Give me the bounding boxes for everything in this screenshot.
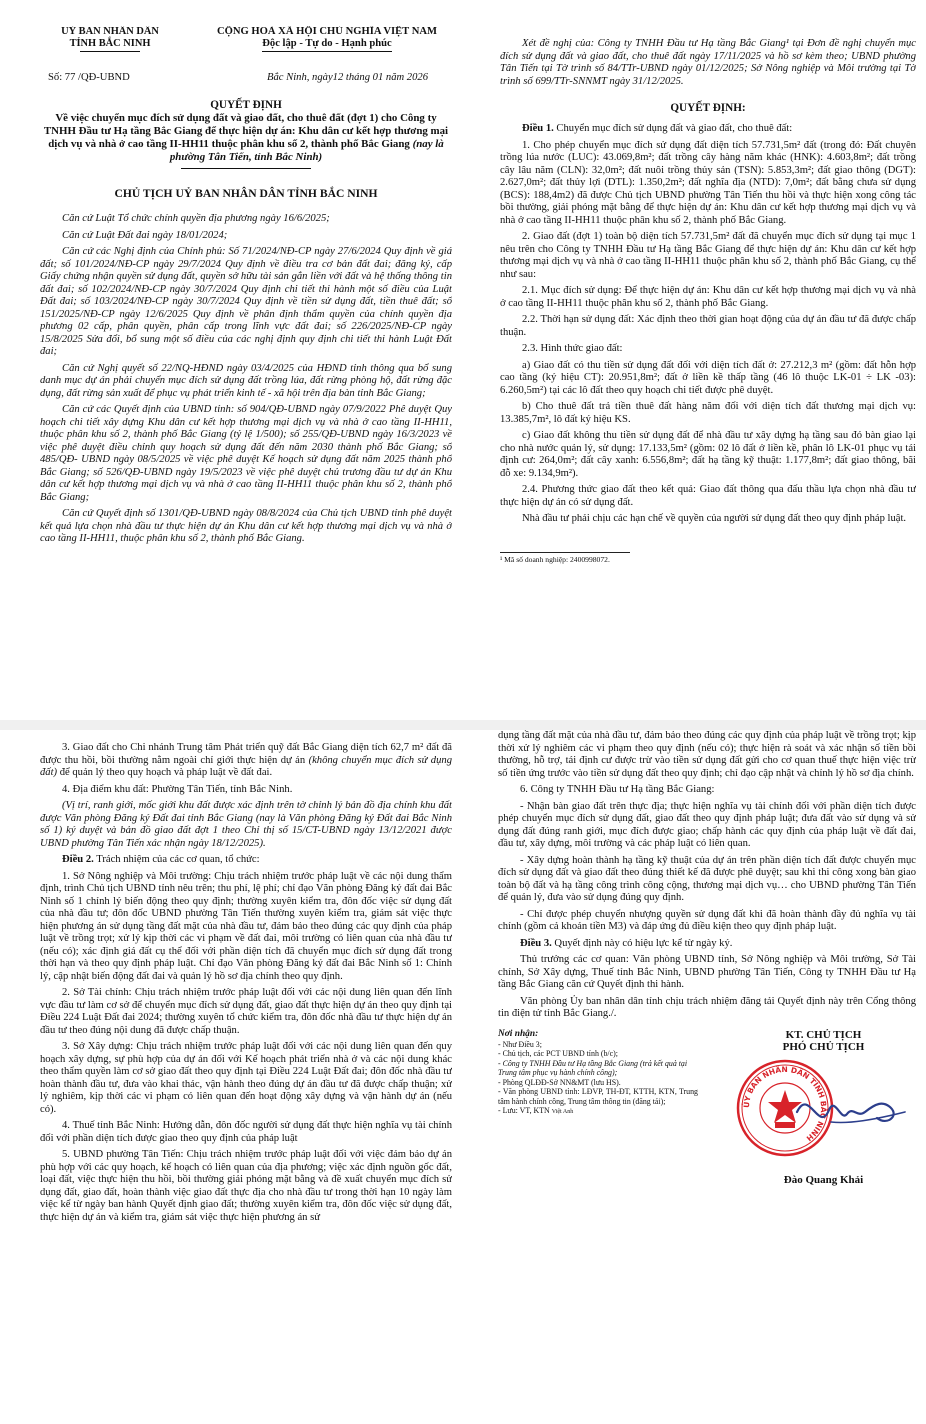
recipient-3: - Công ty TNHH Đầu tư Hạ tầng Bắc Giang (trả kết quả tại Trung tâm phục vụ hành chính công); — [498, 1058, 688, 1078]
agency-line-1: UỶ BAN NHÂN DÂN — [61, 26, 159, 37]
article-1-clause-1: 1. Cho phép chuyển mục đích sử dụng đất diện tích 57.731,5m² đất (trong đó: Đất chuyên trồng lúa nước (LUC): 43.069,8m²; đất trồng cây hàng năm khác (HNK): 4.603,8m²; đất trồng cây lâu năm (CLN): 32,0m²; đất nuôi trồng thủy sản (TSN): 5.853,3m²; đất giao thông (DGT): 2.627,0m²; đất thủy lợi (DTL): 1.350,2m²; đất nghĩa địa (NTD): 7,0m²; đất bằng chưa sử dụng (BCS): 188,4m2) đã được Chủ tịch UBND phường Tân Tiến thu hồi và thực hiện xong công tác bồi thường, giải phóng mặt bằng để thực hiện dự án: Khu dân cư kết hợp thương mại dịch vụ và nhà ở cao tầng II-HH11 thuộc phân khu số 2, thành phố Bắc Giang. — [500, 139, 916, 226]
article-1-clause-2-4: 2.4. Phương thức giao đất theo kết quả: Giao đất thông qua đấu thầu lựa chọn nhà đầu tư thực hiện dự án có sử dụng đất. — [500, 484, 916, 508]
issuing-agency — [40, 26, 180, 52]
publication-clause: Văn phòng Ủy ban nhân dân tỉnh chịu trách nhiệm đăng tải Quyết định này trên Cổng thông tin điện tử tỉnh Bắc Giang./. — [498, 995, 916, 1019]
responsibility-2: 2. Sở Tài chính: Chịu trách nhiệm trước pháp luật đối với các nội dung liên quan đến lĩnh vực đầu tư làm cơ sở để chuyển mục đích sử dụng đất, giao đất thực hiện dự án theo quy định tại Điều 224 Luật Đất đai 2024; thường xuyên tổ chức kiểm tra, đôn đốc nhà đầu tư thực hiện dự án đầu tư theo đúng nội dung đã được chấp thuận. — [40, 987, 452, 1036]
article-2 — [40, 854, 452, 867]
responsibility-6-c: - Chỉ được phép chuyển nhượng quyền sử dụng đất khi đã hoàn thành đầy đủ nghĩa vụ tài chính (gồm cả khoản tiền M3) và đáp ứng đủ điều kiện theo quy định pháp luật. — [498, 908, 916, 932]
execution-clause: Thủ trưởng các cơ quan: Văn phòng UBND tỉnh, Sở Nông nghiệp và Môi trường, Sở Tài chính, Sở Xây dựng, Thuế tỉnh Bắc Ninh, UBND phường Tân Tiến, Công ty TNHH Đầu tư Hạ tầng Bắc Giang căn cứ Quyết định thi hành. — [498, 954, 916, 990]
clause-4-note: (Vị trí, ranh giới, mốc giới khu đất được xác định trên tờ chỉnh lý bản đồ địa chính khu đất được Văn phòng Đăng ký Đất đai tỉnh Bắc Giang (nay là Văn phòng Đăng ký Đất đai Bắc Ninh số 1) ký duyệt và bản đồ giao đất đợt 1 theo Chỉ thị số 15/CT-UBND ngày 13/12/2021 được UBND phường Tân Tiến xác nhận ngày 18/12/2025). — [40, 800, 452, 849]
responsibility-6-b: - Xây dựng hoàn thành hạ tầng kỹ thuật của dự án trên phần diện tích đất được chuyển mục đích sử dụng đất và giao đất theo đúng thiết kế đã được phê duyệt; sau khi thi công xong bàn giao toàn bộ đất và hạ tầng công trình công cộng, thương mại dịch vụ… cho UBND phường Tân Tiến để quản lý, đưa vào sử dụng đúng quy định. — [498, 854, 916, 903]
document-page-2 — [0, 730, 926, 1424]
drafter-initials: Việt Anh — [551, 1109, 574, 1116]
agency-underline — [80, 51, 140, 52]
document-number: Số: 77 /QĐ-UBND — [48, 72, 130, 84]
responsibility-5: 5. UBND phường Tân Tiến: Chịu trách nhiệm trước pháp luật đối với việc đảm bảo dự án phù hợp với các quy hoạch, kế hoạch có liên quan của địa phương; việc xác định nguồn gốc đất, loại đất, việc thực hiện thu hồi, bồi thường giải phóng mặt bằng và đề xuất chuyển mục đích sử dụng đất, giao đất, hoàn thành việc giao đất thực địa cho nhà đầu tư trong thời hạn 10 ngày làm việc kể từ ngày ban hành Quyết định giao đất; thường xuyên kiểm tra, đôn đốc việc sử dụng đất, thực hiện dự án và kiểm tra, giám sát việc thực hiện phương án sử — [40, 1149, 452, 1223]
article-1-clause-4: 4. Địa điểm khu đất: Phường Tân Tiến, tỉnh Bắc Ninh. — [62, 783, 293, 795]
authority-heading: CHỦ TỊCH UỶ BAN NHÂN DÂN TỈNH BẮC NINH — [114, 187, 378, 201]
article-1-clause-2-3-c: c) Giao đất không thu tiền sử dụng đất để nhà đầu tư xây dựng hạ tầng sau đó bàn giao lại cho nhà nước quản lý, sử dụng: 17.133,5m² (gồm: 02 lô đất ở liền kề, phân lô LK-01 phục vụ tái định cư: 264,0m²; đất cây xanh: 6.556,8m²; đất hạ tầng kỹ thuật: 1.177,8m²; đất giao thông, bãi đỗ xe: 9.134,9m²). — [500, 430, 916, 479]
article-1-clause-2-3-a: a) Giao đất có thu tiền sử dụng đất đối với diện tích đất ở: 27.212,3 m² (gồm: đất hỗn hợp cao tầng (ký hiệu CT): 20.951,8m²; đất ở liền kề thấp tầng (46 lô thuộc LK-01 ÷ LK -03): 6.260,5m²) tại các lô đất theo quy hoạch chi tiết được phê duyệt. — [500, 359, 916, 396]
article-1-restriction: Nhà đầu tư phải chịu các hạn chế về quyền của người sử dụng đất theo quy định pháp luật. — [522, 513, 907, 525]
document-date: Bắc Ninh, ngày12 tháng 01 năm 2026 — [267, 72, 428, 84]
clause-3-end: để quản lý theo quy hoạch và pháp luật về đất đai. — [57, 767, 273, 778]
legal-basis-3: Căn cứ các Nghị định của Chính phủ: Số 71/2024/NĐ-CP ngày 27/6/2024 Quy định về giá đất; số 101/2024/NĐ-CP ngày 29/7/2024 Quy định về điều tra cơ bản đất đai; đăng ký, cấp Giấy chứng nhận quyền sử dụng đất, quyền sở hữu tài sản gắn liền với đất và hệ thống thông tin đất đai; số 102/2024/NĐ-CP ngày 30/7/2024 Quy định chi tiết thi hành một số điều của Luật Đất đai; số 103/2024/NĐ-CP ngày 30/7/2024 Quy định về tiền sử dụng đất, tiền thuê đất; số 151/2025/NĐ-CP ngày 12/6/2025 Quy định về phân định thẩm quyền của chính quyền địa phương 02 cấp, phân quyền, phân cấp trong lĩnh vực đất đai; số 226/2025/NĐ-CP ngày 15/8/2025 Sửa đổi, bổ sung một số điều của các nghị định quy định chi tiết thi hành Luật Đất đai; — [40, 246, 452, 358]
recipient-4: - Phòng QLĐĐ-Sở NN&MT (lưu HS). — [498, 1077, 621, 1087]
national-motto — [202, 26, 452, 52]
agency-line-2: TỈNH BẮC NINH — [69, 37, 151, 49]
article-3-title: Điều 3. — [520, 937, 552, 949]
article-1-clause-3 — [40, 742, 452, 780]
responsibility-6-a: - Nhận bàn giao đất trên thực địa; thực hiện nghĩa vụ tài chính đối với phần diện tích được phép chuyển mục đích sử dụng đất, giao đất theo quy định pháp luật; đưa đất vào sử dụng và sử dụng đất đúng ranh giới, mục đích được giao; chấp hành các quy định của pháp luật về đất đai, đầu tư, xây dựng, môi trường và các pháp luật có liên quan. — [498, 800, 916, 849]
considering-paragraph: Xét đề nghị của: Công ty TNHH Đầu tư Hạ tầng Bắc Giang¹ tại Đơn đề nghị chuyển mục đích sử dụng đất và giao đất, cho thuê đất ngày 17/11/2025 và hồ sơ kèm theo; UBND phường Tân Tiến tại Tờ trình số 84/TTr-UBND ngày 01/12/2025; Sở Nông nghiệp và Môi trường tại Tờ trình số 699/TTr-SNNMT ngày 31/12/2025. — [500, 38, 916, 87]
title-divider — [181, 168, 311, 169]
legal-basis-5: Căn cứ các Quyết định của UBND tỉnh: số 904/QĐ-UBND ngày 07/9/2022 Phê duyệt Quy hoạch chi tiết xây dựng Khu dân cư kết hợp thương mại dịch vụ và nhà ở cao tầng II-HH11, thuộc phân khu số 2, thành phố Bắc Giang (tỷ lệ 1/500); số 255/QĐ-UBND ngày 16/3/2023 về việc phê duyệt điều chỉnh quy hoạch sử dụng đất đến năm 2030 thành phố Bắc Giang; số 485/QĐ- UBND ngày 08/5/2025 về việc phê duyệt Kế hoạch sử dụng đất năm 2025 thành phố Bắc Giang; số 526/QĐ-UBND ngày 19/5/2023 về việc phê duyệt chủ trương đầu tư dự án Khu dân cư kết hợp thương mại dịch vụ và nhà ở cao tầng II-HH11 thuộc phân khu số 2, thành phố Bắc Giang; — [40, 404, 452, 503]
document-header — [40, 26, 452, 52]
legal-basis-1: Căn cứ Luật Tổ chức chính quyền địa phương ngày 16/6/2025; — [62, 213, 330, 225]
nation-line-1: CỘNG HOÀ XÃ HỘI CHỦ NGHĨA VIỆT NAM — [216, 26, 438, 37]
handwritten-signature-icon — [791, 1082, 911, 1142]
signature-block — [731, 1029, 916, 1188]
recipient-6 — [498, 1106, 698, 1116]
decision-title: QUYẾT ĐỊNH — [210, 98, 282, 111]
recipient-1: - Như Điều 3; — [498, 1039, 542, 1049]
page1-left-column — [40, 26, 452, 716]
article-1 — [500, 123, 916, 136]
decision-heading: QUYẾT ĐỊNH: — [670, 102, 746, 114]
recipient-5: - Văn phòng UBND tỉnh: LĐVP, TH-ĐT, KTTH, KTN, Trung tâm hành chính công, Trung tâm thông tin (đăng tải); — [498, 1087, 698, 1106]
responsibility-1: 1. Sở Nông nghiệp và Môi trường: Chịu trách nhiệm trước pháp luật về các nội dung thẩm định, trình Chủ tịch UBND tỉnh nêu trên; thu phí, lệ phí; chỉ đạo Văn phòng Đăng ký đất đai Bắc Ninh số 1 chỉnh lý biến động theo quy định; thường xuyên kiểm tra, đôn đốc việc sử dụng đất của nhà đầu tư; đôn đốc UBND phường Tân Tiến thường xuyên kiểm tra, giám sát việc thực hiện phương án sử dụng tầng đất mặt của nhà đầu tư, đảm bảo theo đúng các quy định của pháp luật về trồng trọt; xử lý kịp thời các vi phạm về đất đai, môi trường có liên quan của nhà đầu tư (nếu có); xác định giá đất cụ thể đối với phần diện tích đã chuyển mục đích sử dụng đất trong thời hạn và theo quy định pháp luật. Chỉ đạo Văn phòng Đăng ký đất đai Bắc Ninh số 1: Chỉnh lý, cập nhật biến động đất đai và quản lý hồ sơ địa chính theo quy định. — [40, 870, 452, 982]
responsibility-3: 3. Sở Xây dựng: Chịu trách nhiệm trước pháp luật đối với các nội dung liên quan đến quy hoạch xây dựng, sự phù hợp của dự án đối với Kế hoạch phát triển nhà ở và các nội dung khác theo thẩm quyền làm cơ sở giao đất theo quy định tại Điều 224 Luật Đất đai; đôn đốc nhà đầu tư hoàn thành đầu tư, đưa vào khai thác, vận hành theo đúng dự án đầu tư đã được chấp thuận; xử lý nghiêm, kịp thời các vi phạm có liên quan đến hoạt động xây dựng và vận hành dự án (nếu có). — [40, 1041, 452, 1115]
article-1-clause-2-3-b: b) Cho thuê đất trả tiền thuê đất hàng năm đối với diện tích đất thương mại dịch vụ: 13.385,7m², lô đất ký hiệu KS. — [500, 401, 916, 425]
responsibility-4: 4. Thuế tỉnh Bắc Ninh: Hướng dẫn, đôn đốc người sử dụng đất thực hiện nghĩa vụ tài chính đối với phần diện tích được giao theo quy định của pháp luật — [40, 1120, 452, 1144]
sign-role-1: KT. CHỦ TỊCH — [785, 1028, 862, 1041]
closing-block — [498, 1029, 916, 1188]
sign-role-2: PHÓ CHỦ TỊCH — [782, 1041, 865, 1054]
footnote-divider — [500, 552, 630, 553]
responsibility-6: 6. Công ty TNHH Đầu tư Hạ tầng Bắc Giang: — [520, 784, 715, 795]
stamp-signature-area — [731, 1054, 916, 1174]
article-1-clause-2-3: 2.3. Hình thức giao đất: — [522, 343, 623, 355]
article-1-title: Điều 1. — [522, 123, 554, 135]
article-2-title: Điều 2. — [62, 854, 94, 865]
responsibility-5-continued: dụng tầng đất mặt của nhà đầu tư, đảm bảo theo đúng các quy định của pháp luật về trồng trọt; kịp thời xử lý nghiêm các vi phạm theo quy định (nếu có); thực hiện rà soát và xác nhận số tiền bồi thường, hỗ trợ, tái định cư được trừ vào tiền sử dụng đất gửi cho cơ quan thuế thực hiện việc trừ số tiền ứng trước vào tiền sử dụng đất theo quy định; chỉ đạo cập nhật và chỉnh lý hồ sơ địa chính. — [498, 730, 916, 779]
article-1-text: Chuyển mục đích sử dụng đất và giao đất, cho thuê đất: — [553, 123, 793, 135]
decision-subject-text: Về việc chuyển mục đích sử dụng đất và giao đất, cho thuê đất (đợt 1) cho Công ty TNHH Đầu tư Hạ tầng Bắc Giang để thực hiện dự án: Khu dân cư kết hợp thương mại dịch vụ và nhà ở cao tầng II-HH11 thuộc phân khu số 2, thành phố Bắc Giang — [43, 112, 449, 151]
page2-right-column — [498, 730, 916, 1420]
recipient-6-text: - Lưu: VT, KTN — [498, 1106, 550, 1116]
decision-subject-italic: (nay là phường Tân Tiến, tỉnh Bắc Ninh) — [169, 138, 444, 164]
legal-basis-4: Căn cứ Nghị quyết số 22/NQ-HĐND ngày 03/4/2025 của HĐND tỉnh thông qua bổ sung danh mục dự án phải chuyển mục đích sử dụng đất trồng lúa, đất rừng phòng hộ, đất rừng đặc dụng, đất rừng sản xuất để phục vụ phát triển kinh tế - xã hội trên địa bàn tỉnh Bắc Giang; — [40, 362, 452, 399]
recipients-title: Nơi nhận: — [498, 1028, 539, 1039]
recipients-list — [498, 1029, 698, 1188]
article-1-clause-2-1: 2.1. Mục đích sử dụng: Để thực hiện dự án: Khu dân cư kết hợp thương mại dịch vụ và nhà ở cao tầng II-HH11 thuộc phân khu số 2, thành phố Bắc Giang. — [500, 285, 916, 309]
article-1-clause-2: 2. Giao đất (đợt 1) toàn bộ diện tích 57.731,5m² đất đã chuyển mục đích sử dụng tại mục 1 nêu trên cho Công ty TNHH Đầu tư Hạ tầng Bắc Giang để thực hiện dự án: Khu dân cư kết hợp thương mại dịch vụ và nhà ở cao tầng II-HH11 thuộc phân khu số 2, thành phố Bắc Giang, cụ thể như sau: — [500, 231, 916, 280]
signer-name: Đào Quang Khải — [783, 1174, 864, 1187]
article-2-text: Trách nhiệm của các cơ quan, tổ chức: — [93, 854, 260, 865]
article-1-clause-2-2: 2.2. Thời hạn sử dụng đất: Xác định theo thời gian hoạt động của dự án đầu tư đã được chấp thuận. — [500, 314, 916, 338]
article-3-text: Quyết định này có hiệu lực kể từ ngày ký. — [551, 937, 733, 949]
page1-right-column — [500, 38, 916, 718]
legal-basis-6: Căn cứ Quyết định số 1301/QĐ-UBND ngày 08/8/2024 của Chủ tịch UBND tỉnh phê duyệt kết quả lựa chọn nhà đầu tư thực hiện dự án Khu dân cư kết hợp thương mại dịch vụ và nhà ở cao tầng II-HH11, thuộc phân khu số 2, thành phố Bắc Giang. — [40, 508, 452, 545]
page-separator — [0, 720, 926, 730]
decision-subject — [40, 112, 452, 164]
nation-line-2: Độc lập - Tự do - Hạnh phúc — [262, 38, 392, 52]
legal-basis-2: Căn cứ Luật Đất đai ngày 18/01/2024; — [62, 229, 228, 241]
recipient-2: - Chủ tịch, các PCT UBND tỉnh (b/c); — [498, 1049, 618, 1059]
seal-text: ỦY BAN NHÂN DÂN TỈNH BẮC NINH — [741, 1065, 829, 1144]
footnote: ¹ Mã số doanh nghiệp: 2400998072. — [500, 554, 610, 564]
clause-3-italic: (không chuyển mục đích sử dụng đất) — [40, 754, 452, 778]
article-3 — [498, 938, 916, 951]
number-date-line — [40, 72, 452, 85]
clause-3-text: 3. Giao đất cho Chi nhánh Trung tâm Phát triển quỹ đất Bắc Giang diện tích 62,7 m² đất đã được thu hồi, bồi thường nằm ngoài chỉ giới thực hiện dự án — [40, 742, 452, 766]
page2-left-column — [40, 742, 452, 1422]
